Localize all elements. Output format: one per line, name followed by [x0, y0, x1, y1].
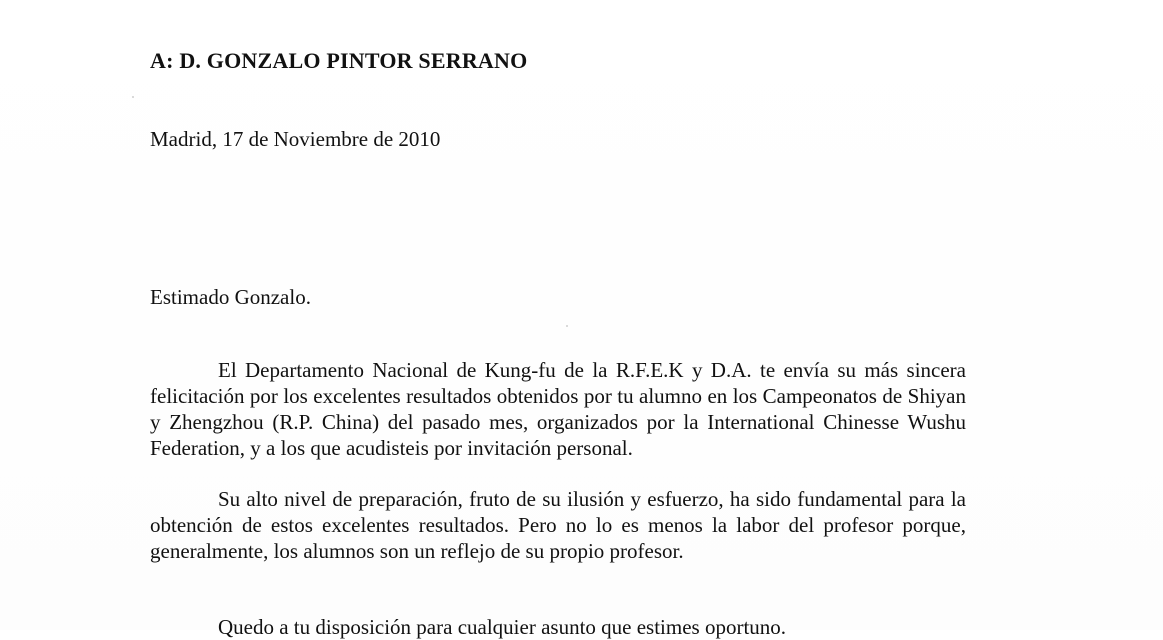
scan-speck [132, 96, 134, 98]
body-paragraph: Quedo a tu disposición para cualquier asunto que estimes oportuno. [218, 615, 787, 639]
body-paragraph: El Departamento Nacional de Kung-fu de la R.F.E.K y D.A. te envía su más sincera felicitación por los excelentes resultados obtenidos por tu alumno en los Campeonatos de Shiyan y Zhengzhou (R.P. China) del pasado mes, organizados por la International Chinesse Wushu Federation, y a los que acudisteis por invitación personal. [150, 358, 966, 460]
body-paragraph: Su alto nivel de preparación, fruto de su ilusión y esfuerzo, ha sido fundamental para la obtención de estos excelentes resultados. Pero no lo es menos la labor del profesor porque, generalmente, los alumnos son un reflejo de su propio profesor. [150, 487, 966, 563]
scan-speck [566, 325, 568, 327]
salutation: Estimado Gonzalo. [150, 285, 311, 309]
date-line: Madrid, 17 de Noviembre de 2010 [150, 127, 441, 151]
recipient-line: A: D. GONZALO PINTOR SERRANO [150, 48, 528, 73]
